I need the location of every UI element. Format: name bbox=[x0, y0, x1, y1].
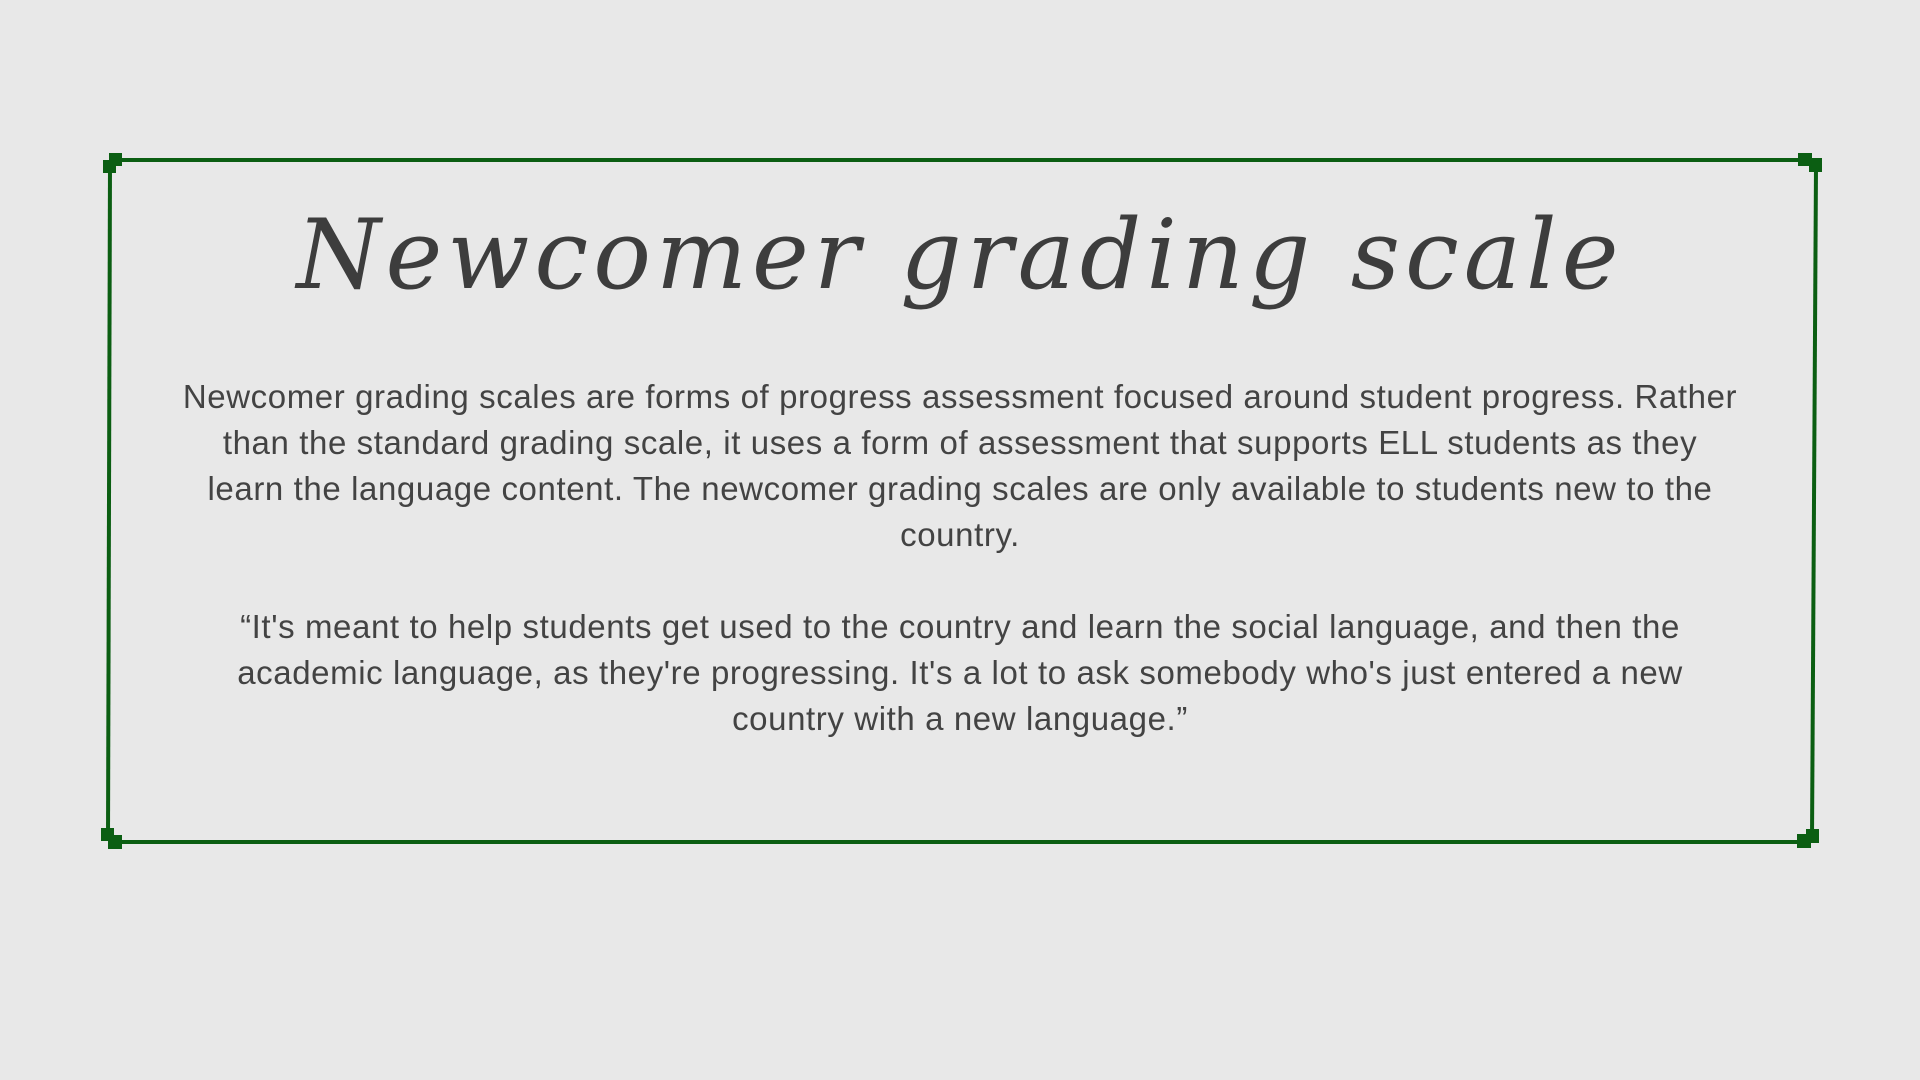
slide-title: Newcomer grading scale bbox=[296, 199, 1624, 311]
frame-corner-bottom-right-2 bbox=[1806, 829, 1819, 843]
frame-corner-bottom-left-2 bbox=[108, 835, 122, 849]
frame-corner-top-left-2 bbox=[109, 153, 122, 166]
frame-right-edge bbox=[1812, 166, 1816, 838]
quote-paragraph: “It's meant to help students get used to the country and learn the social language, and then the academic language, as they're progressing. It's a lot to ask somebody who's just entered a new country with a new language.” bbox=[237, 608, 1683, 737]
description-paragraph: Newcomer grading scales are forms of progress assessment focused around student progress. Rather than the standard grading scale, it uses a form of assessment that supports ELL students as they learn the language content. The newcomer grading scales are only available to students new to the country. bbox=[182, 378, 1738, 553]
slide-content bbox=[160, 190, 1760, 742]
frame-left-edge bbox=[108, 162, 110, 838]
frame-corner-top-right-2 bbox=[1809, 158, 1822, 172]
